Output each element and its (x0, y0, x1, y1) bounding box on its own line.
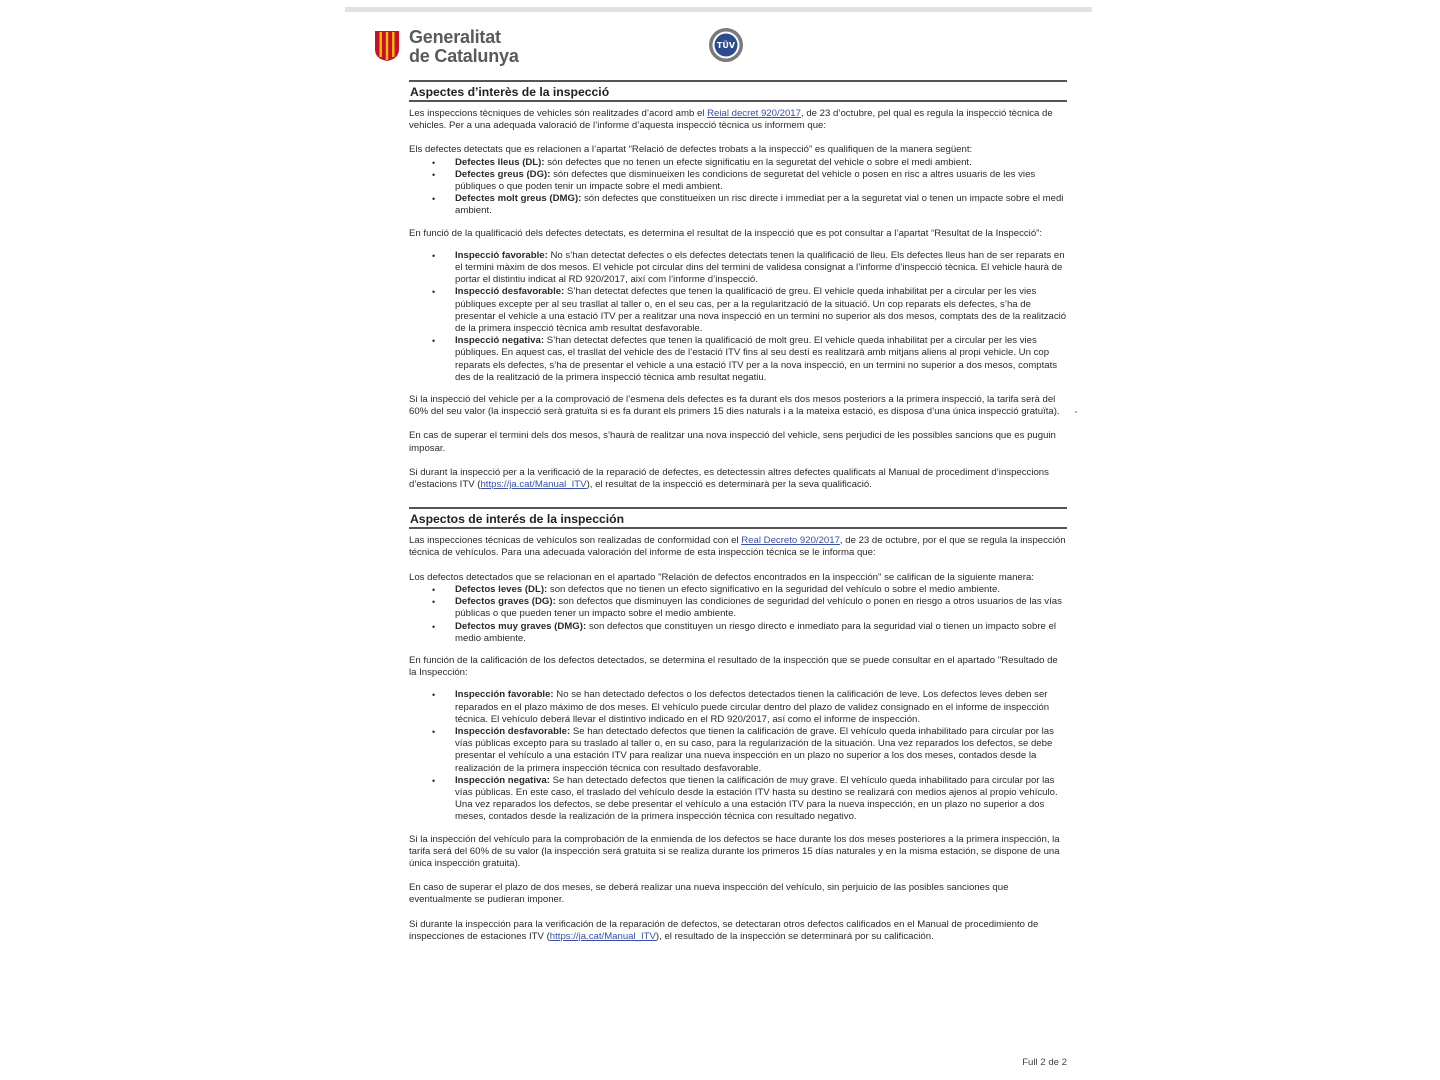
organization-name (409, 28, 519, 66)
page-top-border (345, 7, 1092, 12)
result-intro-catalan: En funció de la qualificació dels defectes detectats, es determina el resultat de la inspecció que es pot consultar a l’apartat “Resultat de la Inspecció”: (409, 227, 1043, 239)
tuv-badge-text: TÜV (716, 41, 736, 50)
manual-paragraph-spanish: Si durante la inspección para la verificación de la reparación de defectos, se detectaran otros defectos calificados en el Manual de procedimiento de inspecciones de estaciones ITV (https://ja.cat/Manual_ITV), el resultado de la inspección se determinará por su calificación. (409, 918, 1039, 942)
list-item: • Defectos muy graves (DMG): son defectos que constituyen un riesgo directo e inmediato para la seguridad vial o tienen un impacto sobre el medio ambiente. (409, 621, 1067, 645)
section-title-catalan: Aspectes d’interès de la inspecció (409, 80, 1067, 102)
defects-list-catalan (409, 157, 1067, 218)
results-list-spanish (409, 689, 1067, 823)
organization-name-line2: de Catalunya (409, 46, 519, 66)
manual-link-catalan[interactable]: https://ja.cat/Manual_ITV (480, 479, 587, 491)
fee-paragraph-spanish: Si la inspección del vehículo para la comprobación de la enmienda de los defectos se hace durante los dos meses posteriores a la primera inspección, la tarifa será del 60% de su valor (la inspección será gratuita si se realiza durante los primeros 15 días naturales y en la misma estación, se dispone de una única inspección gratuita). (409, 833, 1060, 869)
document-body (409, 80, 1067, 955)
generalitat-emblem-icon (373, 29, 401, 62)
term-paragraph-spanish: En caso de superar el plazo de dos meses, se deberá realizar una nueva inspección del vehículo, sin perjuicio de las posibles sanciones que eventualmente se pudieran imponer. (409, 882, 1009, 906)
tuv-certification-badge-icon (708, 27, 744, 63)
list-item: • Inspecció negativa: S’han detectat defectes que tenen la qualificació de molt greu. El vehicle queda inhabilitat per a circular per les vies públiques. En aquest cas, el trasllat del vehicle des de l’estació ITV fins al seu destí es realitzarà amb mitjans aliens al propi vehicle. Un cop reparats els defectes, s’ha de presentar el vehicle a una estació ITV per a la nova inspecció, en un termini no superior a dos mesos, comptats des de la realització de la primera inspecció tècnica amb resultat negatiu. (409, 335, 1067, 384)
list-item: • Defectos graves (DG): son defectos que disminuyen las condiciones de seguridad del vehículo o ponen en riesgo a otros usuarios de las vías públicas o que pueden tener un impacto sobre el medio ambiente. (409, 596, 1067, 620)
list-item: • Defectos leves (DL): son defectos que no tienen un efecto significativo en la seguridad del vehículo o sobre el medio ambiente. (409, 584, 1067, 596)
intro-paragraph-spanish: Las inspecciones técnicas de vehículos son realizadas de conformidad con el Real Decreto 920/2017, de 23 de octubre, por el que se regula la inspección técnica de vehículos. Para una adecuada valoración del informe de esta inspección técnica se le informa que: (409, 535, 1066, 559)
section-title-spanish: Aspectos de interés de la inspección (409, 507, 1067, 529)
list-item: • Defectes lleus (DL): són defectes que no tenen un efecte significatiu en la seguretat del vehicle o sobre el medi ambient. (409, 157, 1067, 169)
list-item: • Inspección favorable: No se han detectado defectos o los defectos detectados tienen la calificación de leve. Los defectos leves deben ser reparados en el plazo máximo de dos meses. El vehículo puede circular dentro del plazo de validez consignado en el informe de inspección técnica. El vehículo deberá llevar el distintivo indicado en el RD 920/2017, así como el informe de inspección. (409, 689, 1067, 726)
defects-intro-catalan: Els defectes detectats que es relacionen a l’apartat “Relació de defectes trobats a la inspecció” es qualifiquen de la manera següent: (409, 144, 973, 156)
list-item: • Inspecció favorable: No s’han detectat defectes o els defectes detectats tenen la qualificació de lleu. Els defectes lleus han de ser reparats en el termini màxim de dos mesos. El vehicle pot circular dins del termini de validesa consignat a l’informe d’inspecció tècnica. El vehicle haurà de portar el distintiu indicat al RD 920/2017, així com l’informe d’inspecció. (409, 250, 1067, 287)
document-header (373, 27, 1073, 67)
manual-link-spanish[interactable]: https://ja.cat/Manual_ITV (549, 930, 656, 942)
scan-speck (1075, 411, 1077, 413)
list-item: • Inspecció desfavorable: S’han detectat defectes que tenen la qualificació de greu. El vehicle queda inhabilitat per a circular per les vies públiques excepte per al seu trasllat al taller o, en el seu cas, per a la regularització de la situació. Un cop reparats els defectes, s’ha de presentar el vehicle a una estació ITV per a realitzar una nova inspecció en un termini no superior als dos mesos, comptats des de la realització de la primera inspecció tècnica amb resultat desfavorable. (409, 286, 1067, 335)
results-list-catalan (409, 250, 1067, 384)
list-item: • Inspección negativa: Se han detectado defectos que tienen la calificación de muy grave. El vehículo queda inhabilitado para circular por las vías públicas. En este caso, el traslado del vehículo desde la estación ITV hasta su destino se realizará con medios ajenos al propio vehículo. Una vez reparados los defectos, se debe presentar el vehículo a una estación ITV para la nueva inspección, en un plazo no superior a dos meses, contados desde la realización de la primera inspección técnica con resultado negativo. (409, 775, 1067, 824)
decree-link-spanish[interactable]: Real Decreto 920/2017 (741, 535, 840, 547)
result-intro-spanish: En función de la calificación de los defectos detectados, se determina el resultado de la inspección que se puede consultar en el apartado "Resultado de la Inspección: (409, 654, 1058, 679)
defects-list-spanish (409, 584, 1067, 645)
organization-name-line1: Generalitat (409, 27, 501, 47)
intro-paragraph-catalan: Les inspeccions tècniques de vehicles són realitzades d’acord amb el Reial decret 920/2017, de 23 d’octubre, pel qual es regula la inspecció tècnica de vehicles. Per a una adequada valoració de l’informe d’aquesta inspecció tècnica us informem que: (409, 108, 1053, 132)
fee-paragraph-catalan: Si la inspecció del vehicle per a la comprovació de l’esmena dels defectes es fa durant els dos mesos posteriors a la primera inspecció, la tarifa serà del 60% del seu valor (la inspecció serà gratuïta si es fa durant els primers 15 dies naturals i a la mateixa estació, es disposa d’una única inspecció gratuïta). (409, 394, 1060, 418)
list-item: • Defectes greus (DG): són defectes que disminueixen les condicions de seguretat del vehicle o posen en risc a altres usuaris de les vies públiques o que poden tenir un impacte sobre el medi ambient. (409, 169, 1067, 193)
list-item: • Defectes molt greus (DMG): són defectes que constitueixen un risc directe i immediat per a la seguretat vial o tenen un impacte sobre el medi ambient. (409, 193, 1067, 217)
page-number: Full 2 de 2 (1022, 1057, 1067, 1068)
defects-intro-spanish: Los defectos detectados que se relacionan en el apartado "Relación de defectos encontrados en la inspección" se califican de la siguiente manera: (409, 571, 1034, 583)
list-item: • Inspección desfavorable: Se han detectado defectos que tienen la calificación de grave. El vehículo queda inhabilitado para circular por las vías públicas excepto para su traslado al taller o, en su caso, para la regularización de la situación. Una vez reparados los defectos, se debe presentar el vehículo a una estación ITV para realizar una nueva inspección en un plazo no superior a los dos meses, contados desde la realización de la primera inspección técnica con resultado desfavorable. (409, 726, 1067, 775)
manual-paragraph-catalan: Si durant la inspecció per a la verificació de la reparació de defectes, es detectessin altres defectes qualificats al Manual de procediment d’inspeccions d’estacions ITV (https://ja.cat/Manual_ITV), el resultat de la inspecció es determinarà per la seva qualificació. (409, 466, 1049, 491)
term-paragraph-catalan: En cas de superar el termini dels dos mesos, s’haurà de realitzar una nova inspecció del vehicle, sens perjudici de les possibles sancions que es puguin imposar. (409, 430, 1056, 454)
decree-link-catalan[interactable]: Reial decret 920/2017 (707, 108, 801, 119)
